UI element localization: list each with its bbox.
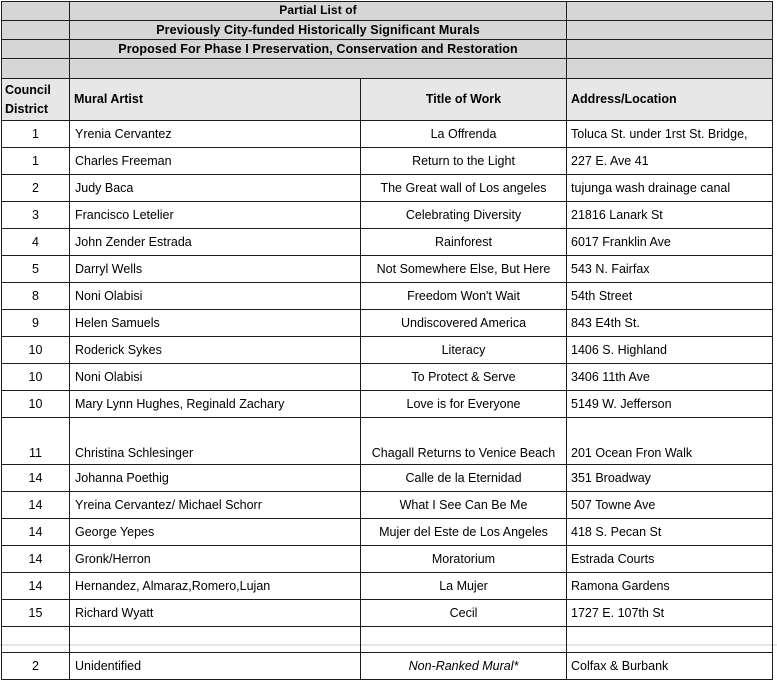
spacer-cell-district	[2, 59, 70, 79]
cell-mural-artist: Christina Schlesinger	[70, 418, 361, 465]
cell-address-location: Estrada Courts	[567, 546, 773, 573]
cell-council-district: 2	[2, 653, 70, 680]
column-header-title-of-work: Title of Work	[361, 79, 567, 121]
title-row-2-left-pad	[2, 21, 70, 40]
cell-address-location: 201 Ocean Fron Walk	[567, 418, 773, 465]
table-row	[2, 573, 773, 600]
cell-address-location: 5149 W. Jefferson	[567, 391, 773, 418]
column-header-council-district-line2: District	[5, 101, 49, 116]
cell-mural-artist: Yreina Cervantez/ Michael Schorr	[70, 492, 361, 519]
cell-council-district	[2, 627, 70, 653]
cell-council-district: 2	[2, 175, 70, 202]
cell-address-location: 21816 Lanark St	[567, 202, 773, 229]
cell-title-of-work: Chagall Returns to Venice Beach	[361, 418, 567, 465]
title-row-3-right-pad	[567, 40, 773, 59]
spacer-cell-middle	[70, 59, 567, 79]
cell-title-of-work: Non-Ranked Mural*	[361, 653, 567, 680]
cell-council-district: 1	[2, 148, 70, 175]
cell-mural-artist: Francisco Letelier	[70, 202, 361, 229]
column-header-council-district-line1: Council	[5, 83, 51, 98]
table-row	[2, 364, 773, 391]
cell-mural-artist: Noni Olabisi	[70, 283, 361, 310]
title-row-2	[2, 21, 773, 40]
cell-council-district: 15	[2, 600, 70, 627]
title-row-1-right-pad	[567, 2, 773, 21]
cell-address-location: Ramona Gardens	[567, 573, 773, 600]
cell-council-district: 10	[2, 391, 70, 418]
cell-council-district: 4	[2, 229, 70, 256]
cell-title-of-work: Calle de la Eternidad	[361, 465, 567, 492]
title-row-1	[2, 2, 773, 21]
table-row	[2, 600, 773, 627]
table-row	[2, 546, 773, 573]
cell-council-district: 14	[2, 465, 70, 492]
table-row	[2, 465, 773, 492]
cell-mural-artist: Richard Wyatt	[70, 600, 361, 627]
column-header-row	[2, 79, 773, 121]
table-row	[2, 391, 773, 418]
cell-title-of-work: Freedom Won't Wait	[361, 283, 567, 310]
table-row	[2, 283, 773, 310]
cell-address-location: 1727 E. 107th St	[567, 600, 773, 627]
cell-mural-artist: Yrenia Cervantez	[70, 121, 361, 148]
column-header-council-district	[2, 79, 70, 121]
cell-mural-artist: Gronk/Herron	[70, 546, 361, 573]
cell-title-of-work: Return to the Light	[361, 148, 567, 175]
cell-address-location: 543 N. Fairfax	[567, 256, 773, 283]
table-row	[2, 337, 773, 364]
table-row	[2, 202, 773, 229]
table-row	[2, 121, 773, 148]
cell-title-of-work: La Offrenda	[361, 121, 567, 148]
cell-mural-artist: Charles Freeman	[70, 148, 361, 175]
header-spacer-row	[2, 59, 773, 79]
cell-address-location: 227 E. Ave 41	[567, 148, 773, 175]
column-header-mural-artist: Mural Artist	[70, 79, 361, 121]
table-row	[2, 310, 773, 337]
cell-title-of-work: What I See Can Be Me	[361, 492, 567, 519]
cell-council-district: 3	[2, 202, 70, 229]
cell-title-of-work: Moratorium	[361, 546, 567, 573]
mural-list-table	[1, 1, 773, 680]
cell-mural-artist: Hernandez, Almaraz,Romero,Lujan	[70, 573, 361, 600]
title-row-3-left-pad	[2, 40, 70, 59]
cell-address-location: 843 E4th St.	[567, 310, 773, 337]
cell-council-district: 1	[2, 121, 70, 148]
cell-title-of-work: To Protect & Serve	[361, 364, 567, 391]
cell-address-location	[567, 627, 773, 653]
cell-title-of-work: Love is for Everyone	[361, 391, 567, 418]
table-row	[2, 148, 773, 175]
table-row	[2, 519, 773, 546]
cell-title-of-work: La Mujer	[361, 573, 567, 600]
title-row-3	[2, 40, 773, 59]
table-row	[2, 418, 773, 465]
cell-address-location: Toluca St. under 1rst St. Bridge,	[567, 121, 773, 148]
cell-council-district: 14	[2, 546, 70, 573]
table-body	[2, 2, 773, 680]
document-title-line-1: Partial List of	[70, 2, 567, 21]
cell-address-location: 54th Street	[567, 283, 773, 310]
cell-address-location: tujunga wash drainage canal	[567, 175, 773, 202]
cell-mural-artist: Roderick Sykes	[70, 337, 361, 364]
cell-council-district: 8	[2, 283, 70, 310]
cell-council-district: 11	[2, 418, 70, 465]
document-title-line-3: Proposed For Phase I Preservation, Conservation and Restoration	[70, 40, 567, 59]
table-row	[2, 256, 773, 283]
table-row	[2, 627, 773, 653]
cell-mural-artist: Johanna Poethig	[70, 465, 361, 492]
cell-address-location: 351 Broadway	[567, 465, 773, 492]
cell-council-district: 9	[2, 310, 70, 337]
cell-mural-artist: Mary Lynn Hughes, Reginald Zachary	[70, 391, 361, 418]
cell-mural-artist: Noni Olabisi	[70, 364, 361, 391]
table-row	[2, 492, 773, 519]
cell-mural-artist: Unidentified	[70, 653, 361, 680]
cell-title-of-work: Cecil	[361, 600, 567, 627]
cell-council-district: 5	[2, 256, 70, 283]
cell-title-of-work: Literacy	[361, 337, 567, 364]
cell-council-district: 14	[2, 573, 70, 600]
cell-title-of-work: Rainforest	[361, 229, 567, 256]
cell-address-location: 6017 Franklin Ave	[567, 229, 773, 256]
column-header-address-location: Address/Location	[567, 79, 773, 121]
cell-council-district: 14	[2, 492, 70, 519]
document-title-line-2: Previously City-funded Historically Significant Murals	[70, 21, 567, 40]
cell-council-district: 14	[2, 519, 70, 546]
cell-mural-artist: Judy Baca	[70, 175, 361, 202]
cell-mural-artist: George Yepes	[70, 519, 361, 546]
title-row-2-right-pad	[567, 21, 773, 40]
document-page	[0, 1, 777, 673]
cell-address-location: 507 Towne Ave	[567, 492, 773, 519]
cell-mural-artist: John Zender Estrada	[70, 229, 361, 256]
cell-address-location: Colfax & Burbank	[567, 653, 773, 680]
cell-title-of-work: Not Somewhere Else, But Here	[361, 256, 567, 283]
cell-address-location: 1406 S. Highland	[567, 337, 773, 364]
cell-mural-artist: Helen Samuels	[70, 310, 361, 337]
table-row	[2, 229, 773, 256]
cell-council-district: 10	[2, 364, 70, 391]
cell-title-of-work: Undiscovered America	[361, 310, 567, 337]
title-row-1-left-pad	[2, 2, 70, 21]
cell-mural-artist	[70, 627, 361, 653]
cell-address-location: 3406 11th Ave	[567, 364, 773, 391]
cell-title-of-work: The Great wall of Los angeles	[361, 175, 567, 202]
cell-council-district: 10	[2, 337, 70, 364]
cell-mural-artist: Darryl Wells	[70, 256, 361, 283]
cell-title-of-work: Celebrating Diversity	[361, 202, 567, 229]
spacer-cell-address	[567, 59, 773, 79]
table-row	[2, 653, 773, 680]
table-row	[2, 175, 773, 202]
cell-title-of-work	[361, 627, 567, 653]
cell-title-of-work: Mujer del Este de Los Angeles	[361, 519, 567, 546]
cell-address-location: 418 S. Pecan St	[567, 519, 773, 546]
